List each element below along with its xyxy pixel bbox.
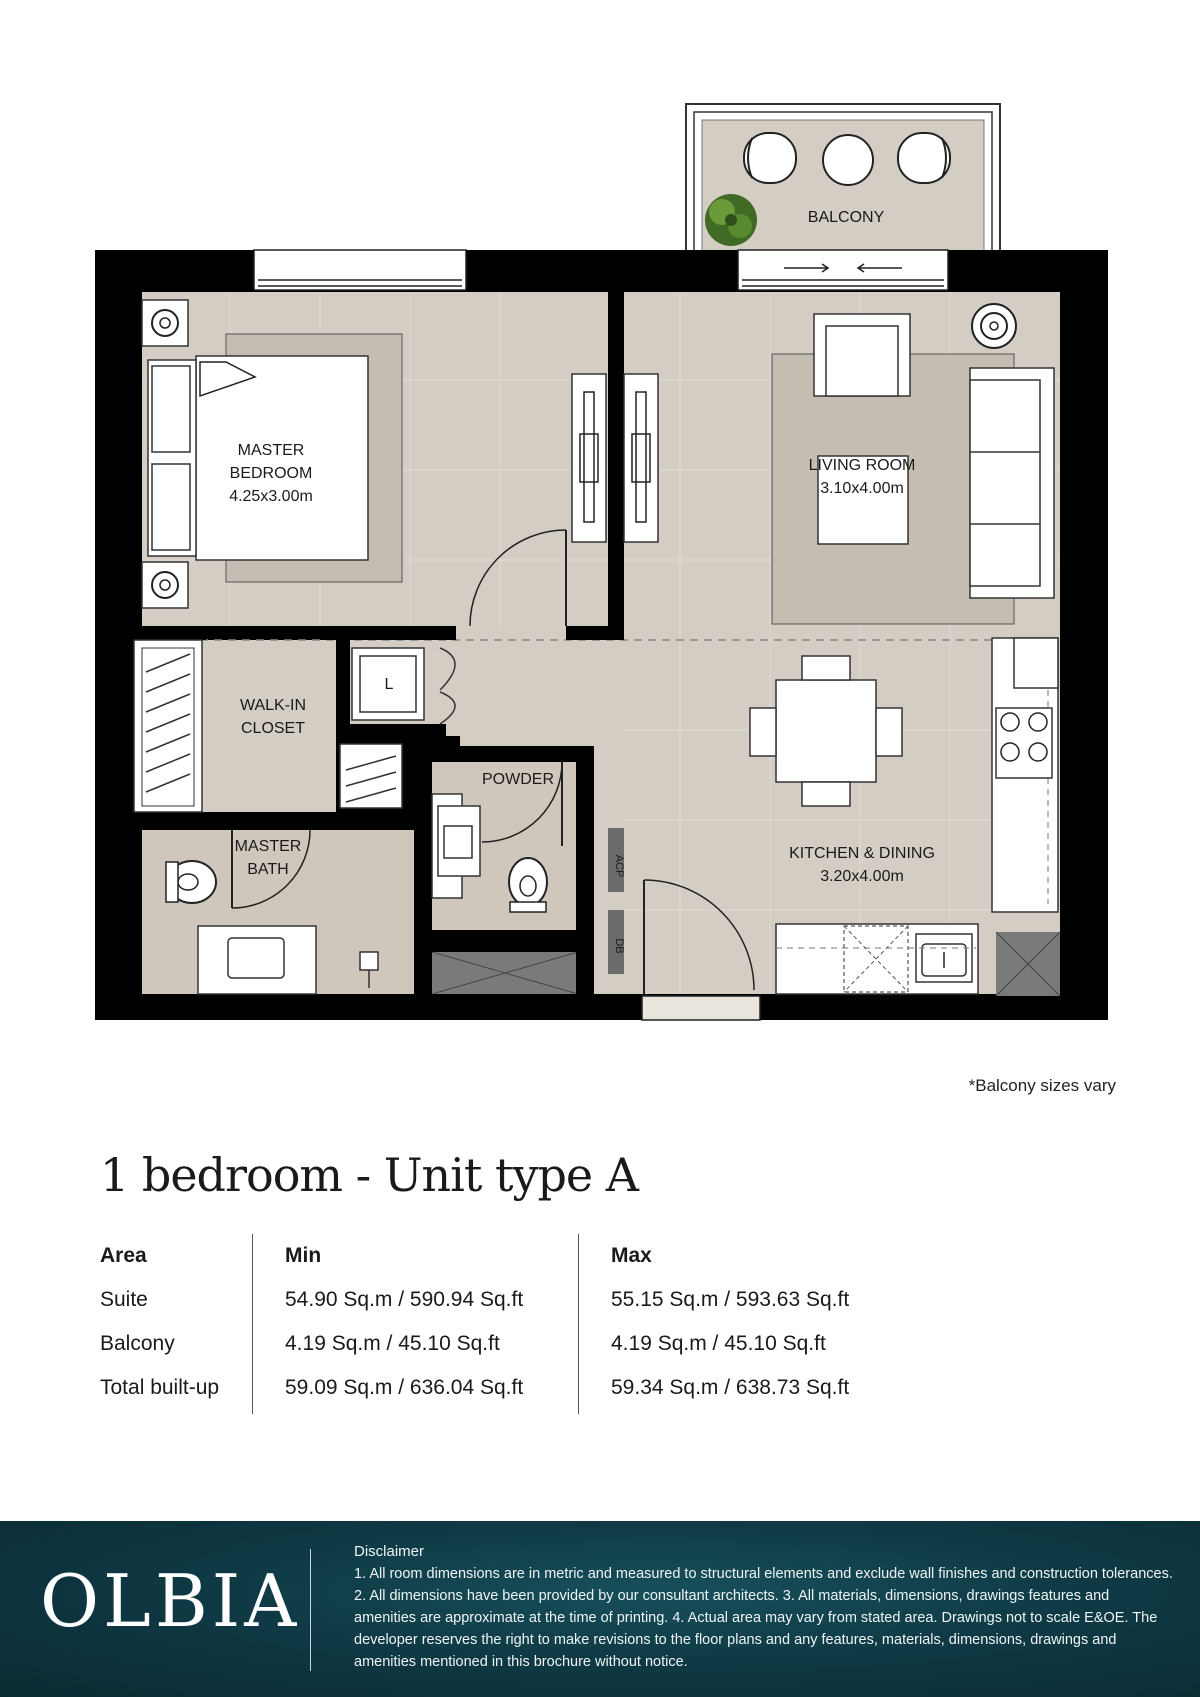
balcony-note: *Balcony sizes vary xyxy=(968,1076,1116,1095)
plant-icon xyxy=(705,194,757,246)
total-min: 59.09 Sq.m / 636.04 Sq.ft xyxy=(285,1376,524,1399)
balcony-label: BALCONY xyxy=(807,209,885,226)
window-bedroom xyxy=(254,250,466,290)
balcony-chair-right xyxy=(898,133,950,183)
kitchen-dining-label: KITCHEN & DINING xyxy=(789,845,935,862)
kitchen-dining-size: 3.20x4.00m xyxy=(820,868,904,885)
area-column xyxy=(100,1234,250,1414)
brand-logo: OLBIA xyxy=(40,1559,301,1643)
master-bath-label-2: BATH xyxy=(247,861,289,878)
laundry-label: L xyxy=(384,676,394,693)
walk-in-closet-label-1: WALK-IN xyxy=(239,697,307,714)
balcony xyxy=(686,104,1000,252)
walk-in-closet-label-2: CLOSET xyxy=(240,720,306,737)
living-room-size: 3.10x4.00m xyxy=(820,480,904,497)
disclaimer-title: Disclaimer xyxy=(354,1543,425,1560)
suite-min: 54.90 Sq.m / 590.94 Sq.ft xyxy=(285,1288,524,1311)
total-max: 59.34 Sq.m / 638.73 Sq.ft xyxy=(611,1376,850,1399)
master-bath-label-1: MASTER xyxy=(234,838,302,855)
row-label-total: Total built-up xyxy=(100,1376,220,1399)
hall-floor xyxy=(440,626,624,746)
min-header: Min xyxy=(285,1244,322,1267)
balcony-max: 4.19 Sq.m / 45.10 Sq.ft xyxy=(611,1332,826,1355)
disclaimer xyxy=(354,1543,1174,1673)
balcony-chair-left xyxy=(744,133,796,183)
cooktop-icon xyxy=(996,708,1052,778)
vanity xyxy=(198,926,316,994)
area-header: Area xyxy=(100,1244,147,1267)
sliding-door-balcony xyxy=(738,250,948,290)
living-room-label: LIVING ROOM xyxy=(808,457,916,474)
disclaimer-text: 1. All room dimensions are in metric and measured to structural elements and exclude wall finishes and construction tolerances. 2. All dimensions have been provided by our consultant architects. 3. All materials, dimensions, drawings features and amenities are approximate at the time of printing. 4. Actual area may vary from stated area. Drawings not to scale E&OE. The developer reserves the right to make revisions to the floor plans and any features, materials, dimensions, drawings and amenities mentioned in this brochure without notice. xyxy=(354,1566,1173,1670)
balcony-table xyxy=(823,135,873,185)
db-label: DB xyxy=(613,938,625,954)
suite-max: 55.15 Sq.m / 593.63 Sq.ft xyxy=(611,1288,850,1311)
acp-label: ACP xyxy=(613,854,625,878)
area-table xyxy=(100,1234,900,1414)
master-bedroom-label-1: MASTER xyxy=(237,442,305,459)
bedroom-wardrobe xyxy=(572,374,606,542)
min-column xyxy=(252,1234,578,1414)
max-header: Max xyxy=(611,1244,652,1267)
row-label-suite: Suite xyxy=(100,1288,148,1311)
powder-label: POWDER xyxy=(482,771,554,788)
master-bedroom-label-2: BEDROOM xyxy=(229,465,313,482)
unit-title: 1 bedroom - Unit type A xyxy=(100,1148,638,1202)
footer-divider xyxy=(310,1549,311,1671)
sink-icon xyxy=(916,934,972,982)
max-column xyxy=(578,1234,908,1414)
balcony-min: 4.19 Sq.m / 45.10 Sq.ft xyxy=(285,1332,500,1355)
dining-table xyxy=(776,680,876,782)
row-label-balcony: Balcony xyxy=(100,1332,175,1355)
footer xyxy=(0,1521,1200,1697)
master-bedroom-size: 4.25x3.00m xyxy=(229,488,313,505)
